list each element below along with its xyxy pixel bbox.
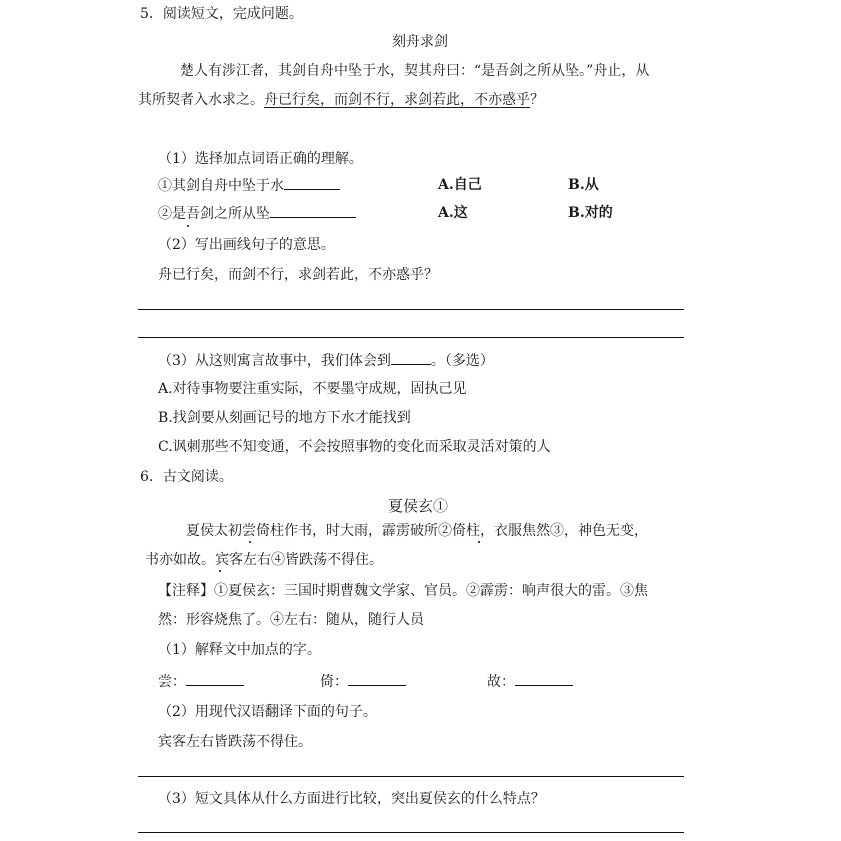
q5-item2-text: ②是吾剑之所从坠: [158, 206, 270, 222]
q5-item1: [158, 177, 340, 195]
q5-option-a[interactable]: A.对待事物要注重实际，不要墨守成规，固执己见: [158, 381, 467, 397]
q5-item1-answer-blank[interactable]: [284, 177, 340, 190]
q6-note-line-2: 然：形容烧焦了。④左右：随从，随行人员: [158, 612, 424, 628]
q6-passage-line-1: 夏侯太初尝倚柱作书，时大雨，霹雳破所②倚柱，衣服焦然③，神色无变，: [186, 523, 648, 539]
q5-sub3-prompt: [158, 352, 494, 370]
q5-passage-line-2: [138, 92, 544, 109]
q5-item1-option-b[interactable]: B.从: [568, 177, 599, 193]
emphasis-dot: [249, 541, 251, 543]
q6-answer-line-1[interactable]: [138, 776, 684, 777]
q5-sub2-prompt: （2）写出画线句子的意思。: [158, 237, 335, 253]
q6-sub2-sentence: 宾客左右皆跌荡不得住。: [158, 734, 312, 750]
q6-blank-gu: [487, 673, 573, 691]
q6-answer-line-2[interactable]: [138, 832, 684, 833]
q5-option-c[interactable]: C.讽刺那些不知变通，不会按照事物的变化而采取灵活对策的人: [158, 439, 551, 455]
q6-blank-chang-label: 尝：: [158, 674, 186, 690]
q5-sub2-sentence: 舟已行矣，而剑不行，求剑若此，不亦惑乎？: [158, 267, 438, 283]
q5-item1-option-a[interactable]: A.自己: [438, 177, 482, 193]
q5-heading: 5．阅读短文，完成问题。: [140, 6, 303, 22]
q5-item2: [158, 205, 356, 223]
q5-sub3-post: 。（多选）: [430, 353, 494, 369]
q5-item2-answer-blank[interactable]: [270, 205, 356, 218]
q6-blank-gu-label: 故：: [487, 674, 515, 690]
q5-sub3-answer-blank[interactable]: [391, 352, 431, 365]
q6-heading: 6．古文阅读。: [140, 469, 233, 485]
q5-sub3-pre: （3）从这则寓言故事中，我们体会到: [158, 353, 391, 369]
q5-underlined-sentence: 舟已行矣，而剑不行，求剑若此，不亦惑乎: [264, 92, 530, 108]
q6-blank-gu-answer[interactable]: [515, 673, 573, 686]
emphasis-dot: [219, 570, 221, 572]
q6-blank-yi-label: 倚：: [320, 674, 348, 690]
q6-sub2-prompt: （2）用现代汉语翻译下面的句子。: [158, 704, 377, 720]
q6-title: 夏侯玄①: [388, 497, 449, 515]
q5-sub1-prompt: （1）选择加点词语正确的理解。: [158, 151, 363, 167]
q6-blank-chang-answer[interactable]: [186, 673, 244, 686]
q5-option-b[interactable]: B.找剑要从刻画记号的地方下水才能找到: [158, 410, 411, 426]
q5-passage-plain: 其所契者入水求之。: [138, 92, 264, 108]
q5-answer-line-1[interactable]: [138, 309, 684, 310]
q6-blank-chang: [158, 673, 244, 691]
q5-item1-text: ①其剑自舟中坠于水: [158, 178, 284, 194]
q6-note-line-1: 【注释】①夏侯玄：三国时期曹魏文学家、官员。②霹雳：响声很大的雷。③焦: [158, 583, 648, 599]
q6-blank-yi-answer[interactable]: [348, 673, 406, 686]
q6-passage-line-2: 书亦如故。宾客左右④皆跌荡不得住。: [145, 552, 383, 568]
emphasis-dot: [187, 225, 189, 227]
q6-sub1-prompt: （1）解释文中加点的字。: [158, 642, 321, 658]
q5-title: 刻舟求剑: [392, 34, 448, 50]
q5-answer-line-2[interactable]: [138, 337, 684, 338]
emphasis-dot: [478, 541, 480, 543]
q5-item2-option-a[interactable]: A.这: [438, 205, 468, 221]
q5-passage-line-1: 楚人有涉江者，其剑自舟中坠于水，契其舟曰：“是吾剑之所从坠。”舟止，从: [180, 63, 650, 79]
q6-blank-yi: [320, 673, 406, 691]
q5-item2-option-b[interactable]: B.对的: [568, 205, 613, 221]
q6-sub3-prompt: （3）短文具体从什么方面进行比较，突出夏侯玄的什么特点？: [158, 791, 545, 807]
q5-passage-end: ？: [530, 92, 544, 108]
